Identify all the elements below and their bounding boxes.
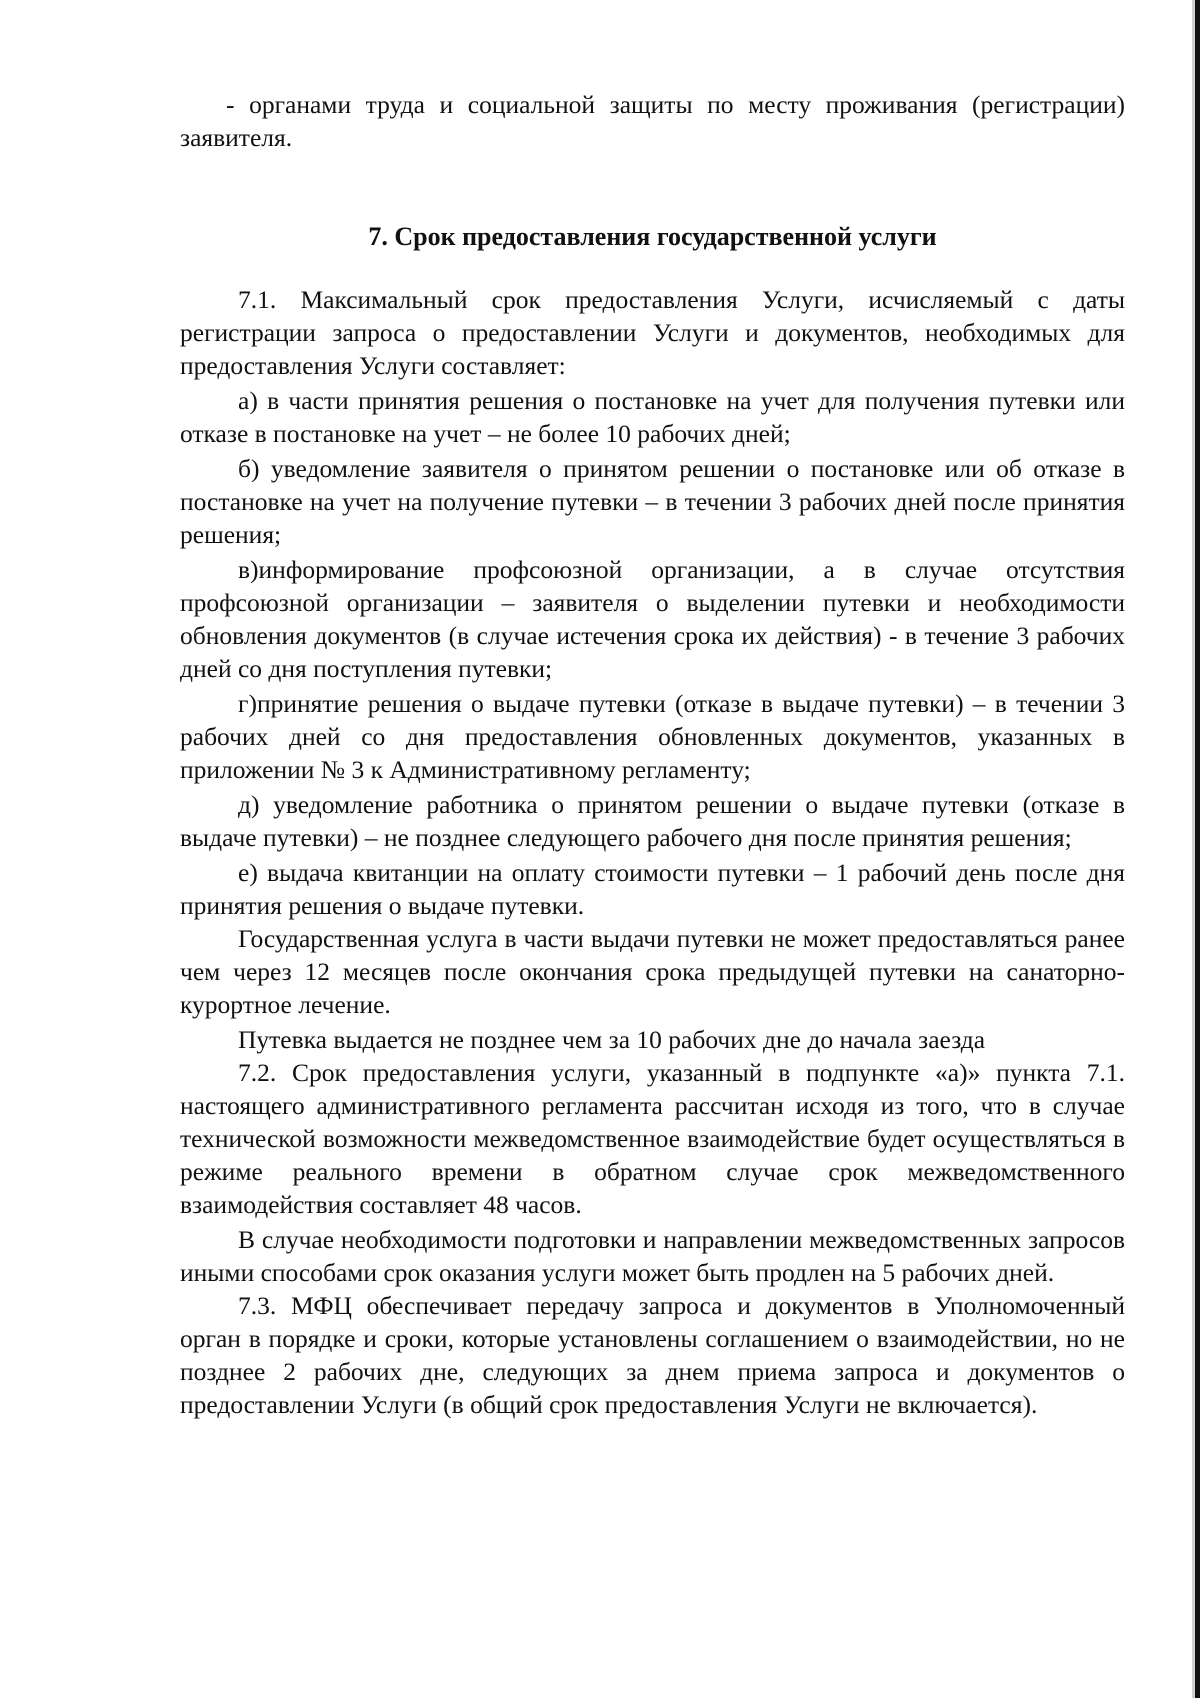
paragraph-7-1: 7.1. Максимальный срок предоставления Услуги, исчисляемый с даты регистрации запроса о предоставлении Услуги и документов, необходимых для предоставления Услуги составляет: bbox=[180, 285, 1125, 380]
paragraph-7-2: 7.2. Срок предоставления услуги, указанный в подпункте «а)» пункта 7.1. настоящего административного регламента рассчитан исходя из того, что в случае технической возможности межведомственное взаимодействие будет осуществляться в режиме реального времени в обратном случае срок межведомственного взаимодействия составляет 48 часов. bbox=[180, 1058, 1125, 1219]
paragraph-7-1-a: а) в части принятия решения о постановке на учет для получения путевки или отказе в постановке на учет – не более 10 рабочих дней; bbox=[180, 386, 1125, 448]
intro-paragraph: - органами труда и социальной защиты по месту проживания (регистрации) заявителя. bbox=[180, 90, 1125, 152]
paragraph-7-1-b: б) уведомление заявителя о принятом решении о постановке или об отказе в постановке на учет на получение путевки – в течении 3 рабочих дней после принятия решения; bbox=[180, 454, 1125, 549]
paragraph-7-1-d: д) уведомление работника о принятом решении о выдаче путевки (отказе в выдаче путевки) – не позднее следующего рабочего дня после принятия решения; bbox=[180, 790, 1125, 852]
paragraph-7-1-g: г)принятие решения о выдаче путевки (отказе в выдаче путевки) – в течении 3 рабочих дней со дня предоставления обновленных документов, указанных в приложении № 3 к Административному регламенту; bbox=[180, 689, 1125, 784]
scan-edge bbox=[1195, 0, 1200, 1698]
paragraph-7-1-v: в)информирование профсоюзной организации, а в случае отсутствия профсоюзной организации – заявителя о выделении путевки и необходимости обновления документов (в случае истечения срока их действия) - в течение 3 рабочих дней со дня поступления путевки; bbox=[180, 555, 1125, 683]
paragraph-7-1-e: е) выдача квитанции на оплату стоимости путевки – 1 рабочий день после дня принятия решения о выдаче путевки. bbox=[180, 858, 1125, 920]
section-heading: 7. Срок предоставления государственной услуги bbox=[368, 222, 937, 251]
paragraph-service-limit: Государственная услуга в части выдачи путевки не может предоставляться ранее чем через 12 месяцев после окончания срока предыдущей путевки на санаторно-курортное лечение. bbox=[180, 924, 1125, 1019]
section-body bbox=[180, 283, 1125, 1421]
intro-block bbox=[180, 88, 1125, 154]
paragraph-7-3: 7.3. МФЦ обеспечивает передачу запроса и документов в Уполномоченный орган в порядке и сроки, которые установлены соглашением о взаимодействии, но не позднее 2 рабочих дне, следующих за днем приема запроса и документов о предоставлении Услуги (в общий срок предоставления Услуги не включается). bbox=[180, 1291, 1125, 1419]
paragraph-extension: В случае необходимости подготовки и направлении межведомственных запросов иными способами срок оказания услуги может быть продлен на 5 рабочих дней. bbox=[180, 1225, 1125, 1287]
paragraph-voucher-issue: Путевка выдается не позднее чем за 10 рабочих дне до начала заезда bbox=[238, 1025, 986, 1054]
